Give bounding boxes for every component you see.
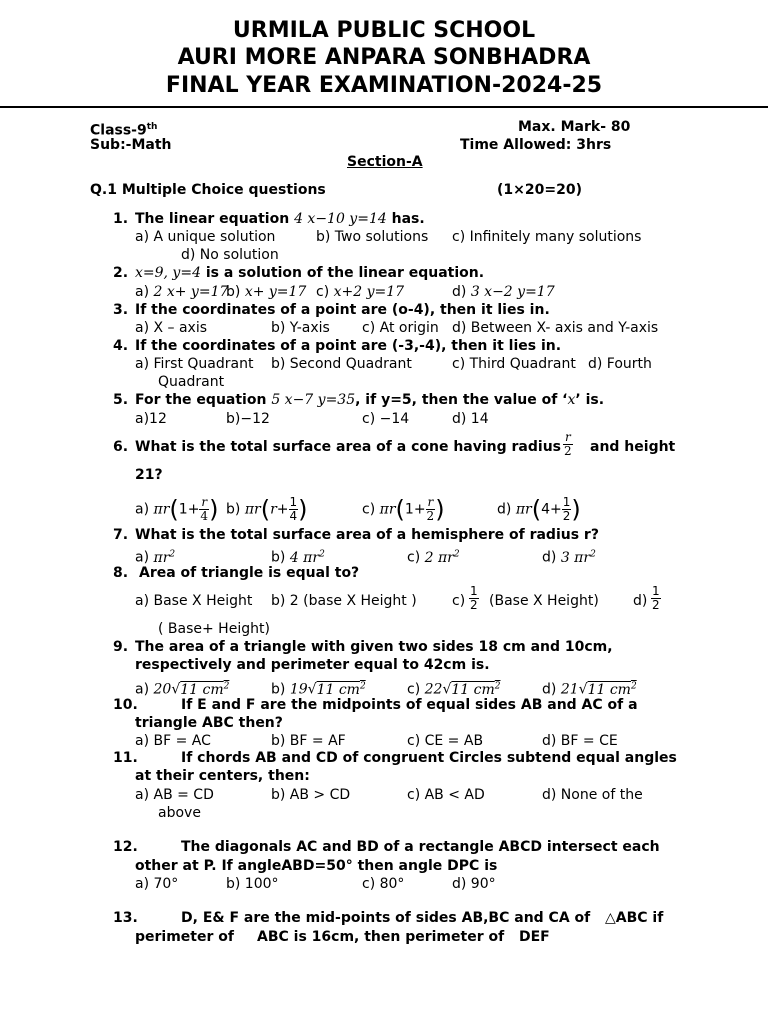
- option-b: b) 2 (base X Height ): [271, 593, 417, 609]
- question-text: What is the total surface area of a hemisphere of radius r?: [135, 527, 599, 543]
- option-a: a)12: [135, 411, 167, 427]
- option-a: a) 70°: [135, 876, 179, 892]
- option-d: d) 3 $\pi r^2$: [542, 549, 596, 566]
- q1-marks: (1×20=20): [497, 182, 582, 198]
- question-text: If chords AB and CD of congruent Circles subtend equal angles: [181, 750, 677, 766]
- option-c: c) 22√11 $cm^2$: [407, 681, 501, 698]
- question-text: The diagonals AC and BD of a rectangle ABCD intersect each: [181, 839, 660, 855]
- option-c: c) 2 $\pi r^2$: [407, 549, 460, 566]
- option-d-cont: Quadrant: [158, 374, 225, 390]
- option-c-text: (Base X Height): [489, 593, 599, 609]
- option-a: a) AB = CD: [135, 787, 214, 803]
- exam-title: FINAL YEAR EXAMINATION-2024-25: [165, 73, 603, 98]
- half-fraction: $\frac{1}{2}$: [652, 584, 660, 612]
- option-c: c) CE = AB: [407, 733, 484, 749]
- option-b: b) 4 $\pi r^2$: [271, 549, 325, 566]
- option-d-text: ( Base+ Height): [158, 621, 270, 637]
- school-name: URMILA PUBLIC SCHOOL: [232, 18, 536, 43]
- question-text: If the coordinates of a point are (o-4), then it lies in.: [135, 302, 550, 318]
- option-d: d) 3 x−2 y=17: [452, 284, 555, 300]
- option-c: c) −14: [362, 411, 410, 427]
- option-d: d) None of the: [542, 787, 643, 803]
- question-number: 8.: [113, 565, 129, 581]
- question-number: 6.: [113, 439, 129, 455]
- option-b: b) Y-axis: [271, 320, 330, 336]
- option-a: a) X – axis: [135, 320, 208, 336]
- question-text: and height: [590, 439, 676, 455]
- question-number: 13.: [113, 910, 138, 926]
- question-number: 1.: [113, 211, 129, 227]
- option-b: b) Second Quadrant: [271, 356, 412, 372]
- option-c: c) Third Quadrant: [452, 356, 576, 372]
- question-number: 9.: [113, 639, 129, 655]
- question-text: D, E& F are the mid-points of sides AB,BC and CA of: [181, 910, 591, 926]
- option-d: d): [633, 593, 648, 609]
- header-divider: [0, 106, 768, 108]
- option-a: a) 2 x+ y=17: [135, 284, 229, 300]
- option-d: d) No solution: [181, 247, 279, 263]
- time-allowed: Time Allowed: 3hrs: [460, 137, 612, 153]
- option-b: b) 19√11 $cm^2$: [271, 681, 366, 698]
- option-d: d) Fourth: [588, 356, 652, 372]
- option-c: c) Infinitely many solutions: [452, 229, 642, 245]
- half-fraction: $\frac{1}{2}$: [470, 584, 478, 612]
- question-number: 10.: [113, 697, 138, 713]
- question-text: What is the total surface area of a cone having radius: [135, 439, 561, 455]
- option-b: b) x+ y=17: [226, 284, 307, 300]
- subject-label: Sub:-Math: [90, 137, 172, 153]
- question-text: other at P. If angleABD=50° then angle DPC is: [135, 858, 498, 874]
- option-a: a) πr(1+ $\frac{r}{4}$ ): [135, 495, 219, 524]
- question-text: 21?: [135, 467, 163, 483]
- question-text: at their centers, then:: [135, 768, 310, 784]
- option-b: b) πr(r+ $\frac{1}{4}$ ): [226, 495, 308, 524]
- option-a: a) 20√11 $cm^2$: [135, 681, 230, 698]
- question-text: perimeter of: [135, 929, 234, 945]
- question-text: If E and F are the midpoints of equal sides AB and AC of a: [181, 697, 638, 713]
- q1-title: Q.1 Multiple Choice questions: [90, 182, 326, 198]
- question-number: 2.: [113, 265, 129, 281]
- question-text: respectively and perimeter equal to 42cm is.: [135, 657, 490, 673]
- option-d: d) πr(4+ $\frac{1}{2}$ ): [497, 495, 581, 524]
- option-c: c) 80°: [362, 876, 405, 892]
- school-address: AURI MORE ANPARA SONBHADRA: [177, 45, 591, 70]
- option-a: a) Base X Height: [135, 593, 253, 609]
- option-d: d) Between X- axis and Y-axis: [452, 320, 659, 336]
- question-text: If the coordinates of a point are (-3,-4), then it lies in.: [135, 338, 562, 354]
- question-number: 3.: [113, 302, 129, 318]
- option-b: b) BF = AF: [271, 733, 346, 749]
- question-number: 4.: [113, 338, 129, 354]
- option-b: b) AB > CD: [271, 787, 351, 803]
- option-c: c) At origin: [362, 320, 439, 336]
- option-d-cont: above: [158, 805, 201, 821]
- class-label: Class-9th: [90, 122, 158, 139]
- question-number: 7.: [113, 527, 129, 543]
- question-text: △ABC if: [605, 910, 664, 926]
- option-a: a) First Quadrant: [135, 356, 254, 372]
- option-d: d) BF = CE: [542, 733, 618, 749]
- option-b: b)−12: [226, 411, 270, 427]
- question-number: 11.: [113, 750, 138, 766]
- option-a: a) BF = AC: [135, 733, 211, 749]
- question-number: 5.: [113, 392, 129, 408]
- question-number: 12.: [113, 839, 138, 855]
- question-text: The linear equation 4 x−10 y=14 has.: [135, 211, 425, 227]
- question-text: The area of a triangle with given two sides 18 cm and 10cm,: [135, 639, 613, 655]
- question-text: triangle ABC then?: [135, 715, 283, 731]
- option-a: a) $\pi r^2$: [135, 549, 176, 566]
- question-text: DEF: [519, 929, 550, 945]
- option-c: c) x+2 y=17: [316, 284, 405, 300]
- max-mark: Max. Mark- 80: [518, 119, 631, 135]
- radius-fraction: $\frac{r}{2}$: [564, 430, 572, 458]
- option-d: d) 90°: [452, 876, 496, 892]
- option-c: c) πr(1+ $\frac{r}{2}$ ): [362, 495, 445, 524]
- option-d: d) 14: [452, 411, 489, 427]
- option-d: d) 21√11 $cm^2$: [542, 681, 637, 698]
- option-b: b) Two solutions: [316, 229, 429, 245]
- question-text: Area of triangle is equal to?: [139, 565, 360, 581]
- option-c: c) AB < AD: [407, 787, 485, 803]
- question-text: For the equation 5 x−7 y=35, if y=5, then the value of ‘x’ is.: [135, 392, 605, 408]
- option-a: a) A unique solution: [135, 229, 276, 245]
- question-text: ABC is 16cm, then perimeter of: [257, 929, 505, 945]
- section-title: Section-A: [347, 154, 423, 170]
- option-c: c): [452, 593, 466, 609]
- option-b: b) 100°: [226, 876, 279, 892]
- question-text: x=9, y=4 is a solution of the linear equation.: [135, 265, 485, 281]
